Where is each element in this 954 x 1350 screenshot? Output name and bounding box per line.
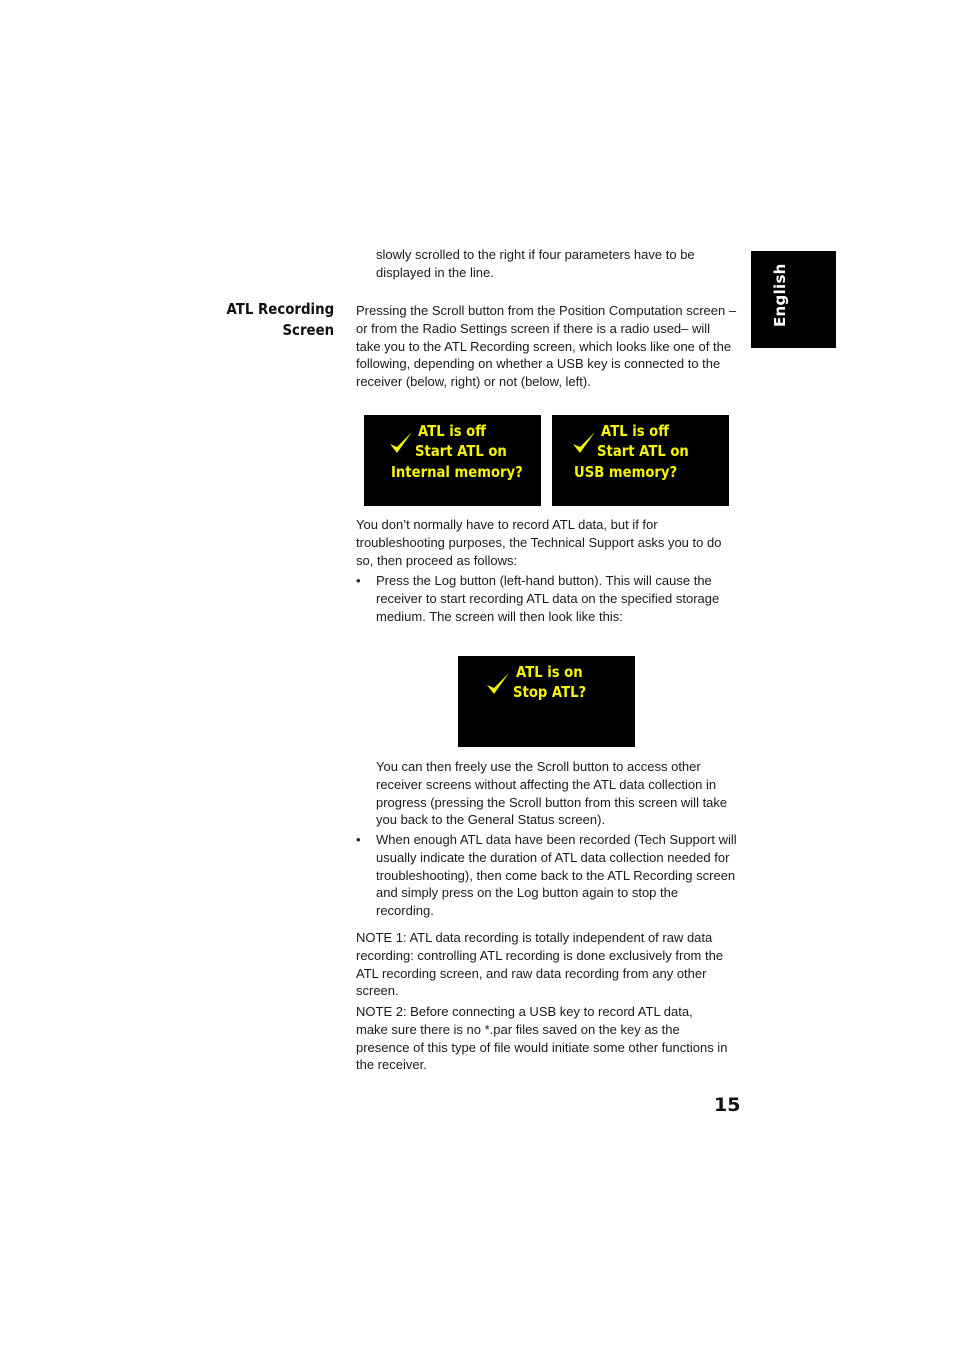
intro-text: slowly scrolled to the right if four parameters have to be displayed in the line.	[376, 247, 695, 280]
atl-screen-usb	[552, 415, 729, 506]
section-heading-line1: ATL Recording	[226, 300, 334, 318]
screen-line-2: Start ATL on	[597, 442, 689, 460]
note-1: NOTE 1: ATL data recording is totally independent of raw data recording: controlling ATL recording is done exclusively from the ATL recording screen, and raw data recording from any other screen.	[356, 930, 724, 999]
bullet-text-2: When enough ATL data have been recorded (Tech Support will usually indicate the duration of ATL data collection needed for troubleshooting), then come back to the ATL Recording screen and simply press on the Log button again to stop the recording.	[376, 832, 737, 919]
check-icon	[571, 430, 597, 456]
check-icon	[388, 430, 414, 456]
section-heading-line2: Screen	[282, 321, 334, 339]
language-tab-label: English	[771, 263, 789, 327]
language-tab	[751, 251, 836, 348]
section-paragraph: Pressing the Scroll button from the Position Computation screen –or from the Radio Settings screen if there is a radio used– will take you to the ATL Recording screen, which looks like one of the following, depending on whether a USB key is connected to the receiver (below, right) or not (below, left).	[356, 303, 737, 390]
check-icon	[485, 671, 511, 697]
screen-line-1: ATL is off	[418, 422, 486, 440]
page-number: 15	[714, 1094, 741, 1116]
paragraph-2: You don’t normally have to record ATL data, but if for troubleshooting purposes, the Technical Support asks you to do so, then proceed as follows:	[356, 517, 722, 568]
bullet-text-1: Press the Log button (left-hand button). This will cause the receiver to start recording ATL data on the specified storage medium. The screen will then look like this:	[376, 573, 720, 624]
paragraph-3: You can then freely use the Scroll button to access other receiver screens without affecting the ATL data collection in progress (pressing the Scroll button from this screen will take you back to the General Status screen).	[376, 759, 728, 828]
atl-screen-recording	[458, 656, 635, 747]
atl-screen-internal	[364, 415, 541, 506]
screen-line-3: Internal memory?	[391, 463, 523, 481]
screen-line-3: USB memory?	[574, 463, 678, 481]
screen-line-2: Stop ATL?	[513, 683, 587, 701]
screen-line-2: Start ATL on	[415, 442, 507, 460]
screen-line-1: ATL is off	[601, 422, 669, 440]
screen-line-1: ATL is on	[516, 663, 583, 681]
bullet-marker-2: •	[356, 832, 361, 847]
section-heading	[226, 299, 334, 341]
note-2: NOTE 2: Before connecting a USB key to record ATL data, make sure there is no *.par files saved on the key as the presence of this type of file would initiate some other functions in the receiver.	[356, 1004, 728, 1073]
bullet-marker-1: •	[356, 573, 361, 588]
